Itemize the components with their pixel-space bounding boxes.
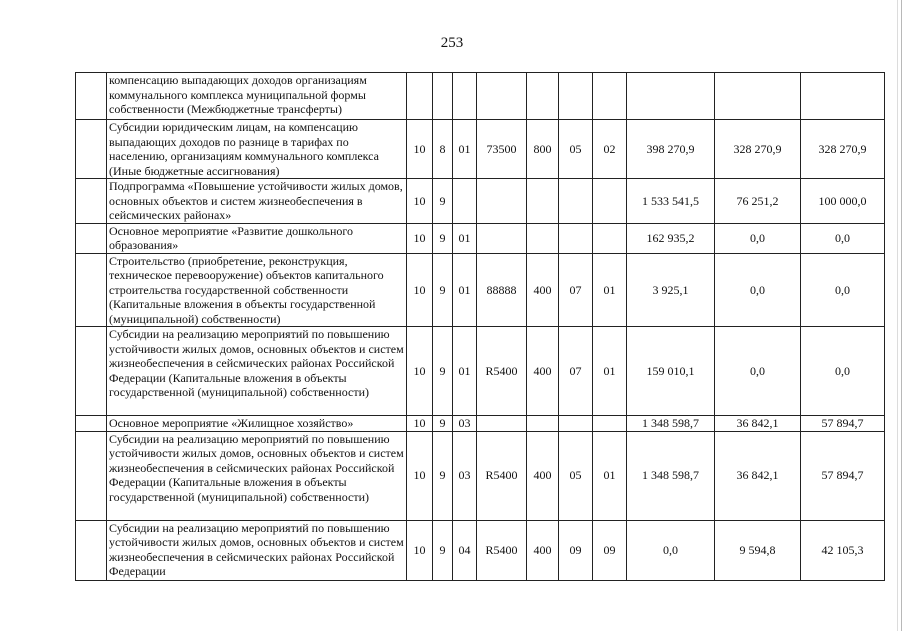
- amount-year-3: [801, 73, 885, 120]
- direction-code: [477, 223, 527, 253]
- direction-code: 73500: [477, 120, 527, 179]
- amount-year-1: 3 925,1: [627, 253, 715, 327]
- amount-year-2: 0,0: [715, 253, 801, 327]
- section-code: 10: [407, 520, 433, 580]
- division-code: [559, 416, 593, 432]
- amount-year-1: [627, 73, 715, 120]
- direction-code: [477, 179, 527, 224]
- amount-year-3: 0,0: [801, 253, 885, 327]
- direction-code: [477, 416, 527, 432]
- table-row: [76, 179, 885, 224]
- subdivision-code: 02: [593, 120, 627, 179]
- division-code: [559, 179, 593, 224]
- subdivision-code: 09: [593, 520, 627, 580]
- blank-cell: [76, 431, 107, 520]
- program-code: 9: [433, 223, 453, 253]
- expense-type-code: [527, 223, 559, 253]
- subdivision-code: [593, 223, 627, 253]
- division-code: 07: [559, 327, 593, 416]
- section-code: 10: [407, 327, 433, 416]
- expense-type-code: 400: [527, 520, 559, 580]
- amount-year-2: 0,0: [715, 223, 801, 253]
- direction-code: [477, 73, 527, 120]
- amount-year-2: 0,0: [715, 327, 801, 416]
- amount-year-3: 57 894,7: [801, 431, 885, 520]
- section-code: 10: [407, 120, 433, 179]
- row-name: Субсидии юридическим лицам, на компенсацию выпадающих доходов по разнице в тарифах по населению, организациям коммунального комплекса (Иные бюджетные ассигнования): [107, 120, 407, 179]
- event-code: [453, 73, 477, 120]
- blank-cell: [76, 223, 107, 253]
- subdivision-code: 01: [593, 253, 627, 327]
- section-code: [407, 73, 433, 120]
- table-row: [76, 431, 885, 520]
- table-row: [76, 327, 885, 416]
- amount-year-3: 0,0: [801, 223, 885, 253]
- event-code: 04: [453, 520, 477, 580]
- row-name: Субсидии на реализацию мероприятий по повышению устойчивости жилых домов, основных объектов и систем жизнеобеспечения в сейсмических районах Российской Федерации: [107, 520, 407, 580]
- amount-year-1: 0,0: [627, 520, 715, 580]
- direction-code: R5400: [477, 520, 527, 580]
- program-code: 9: [433, 179, 453, 224]
- section-code: 10: [407, 431, 433, 520]
- subdivision-code: 01: [593, 431, 627, 520]
- amount-year-2: 36 842,1: [715, 431, 801, 520]
- event-code: 03: [453, 416, 477, 432]
- blank-cell: [76, 179, 107, 224]
- expense-type-code: 400: [527, 253, 559, 327]
- program-code: [433, 73, 453, 120]
- expense-type-code: [527, 416, 559, 432]
- blank-cell: [76, 327, 107, 416]
- amount-year-3: 42 105,3: [801, 520, 885, 580]
- scan-edge-line: [901, 0, 902, 631]
- section-code: 10: [407, 179, 433, 224]
- page-number: 253: [440, 35, 464, 51]
- amount-year-2: 36 842,1: [715, 416, 801, 432]
- amount-year-2: 76 251,2: [715, 179, 801, 224]
- table-row: [76, 520, 885, 580]
- blank-cell: [76, 120, 107, 179]
- event-code: 01: [453, 120, 477, 179]
- amount-year-1: 162 935,2: [627, 223, 715, 253]
- budget-table: [75, 72, 885, 581]
- subdivision-code: [593, 416, 627, 432]
- row-name: Подпрограмма «Повышение устойчивости жилых домов, основных объектов и систем жизнеобеспечения в сейсмических районах»: [107, 179, 407, 224]
- blank-cell: [76, 520, 107, 580]
- table-row: [76, 120, 885, 179]
- table-row: [76, 253, 885, 327]
- table-row: [76, 73, 885, 120]
- amount-year-3: 0,0: [801, 327, 885, 416]
- direction-code: R5400: [477, 327, 527, 416]
- section-code: 10: [407, 416, 433, 432]
- division-code: 09: [559, 520, 593, 580]
- amount-year-1: 1 533 541,5: [627, 179, 715, 224]
- table-row: [76, 223, 885, 253]
- program-code: 9: [433, 253, 453, 327]
- amount-year-1: 159 010,1: [627, 327, 715, 416]
- amount-year-2: [715, 73, 801, 120]
- subdivision-code: [593, 73, 627, 120]
- expense-type-code: [527, 73, 559, 120]
- event-code: 03: [453, 431, 477, 520]
- blank-cell: [76, 73, 107, 120]
- row-name: компенсацию выпадающих доходов организациям коммунального комплекса муниципальной формы собственности (Межбюджетные трансферты): [107, 73, 407, 120]
- program-code: 9: [433, 431, 453, 520]
- program-code: 9: [433, 520, 453, 580]
- row-name: Строительство (приобретение, реконструкция, техническое перевооружение) объектов капитального строительства государственной собственности (Капитальные вложения в объекты государственной (муниципальной) собственности): [107, 253, 407, 327]
- event-code: 01: [453, 223, 477, 253]
- program-code: 9: [433, 327, 453, 416]
- subdivision-code: [593, 179, 627, 224]
- row-name: Субсидии на реализацию мероприятий по повышению устойчивости жилых домов, основных объектов и систем жизнеобеспечения в сейсмических районах Российской Федерации (Капитальные вложения в объекты государственной (муниципальной) собственности): [107, 327, 407, 416]
- section-code: 10: [407, 223, 433, 253]
- event-code: 01: [453, 327, 477, 416]
- expense-type-code: 400: [527, 431, 559, 520]
- row-name: Субсидии на реализацию мероприятий по повышению устойчивости жилых домов, основных объектов и систем жизнеобеспечения в сейсмических районах Российской Федерации (Капитальные вложения в объекты государственной (муниципальной) собственности): [107, 431, 407, 520]
- division-code: 05: [559, 431, 593, 520]
- blank-cell: [76, 416, 107, 432]
- table-row: [76, 416, 885, 432]
- amount-year-1: 1 348 598,7: [627, 416, 715, 432]
- program-code: 8: [433, 120, 453, 179]
- amount-year-3: 57 894,7: [801, 416, 885, 432]
- amount-year-2: 328 270,9: [715, 120, 801, 179]
- program-code: 9: [433, 416, 453, 432]
- event-code: [453, 179, 477, 224]
- amount-year-1: 1 348 598,7: [627, 431, 715, 520]
- blank-cell: [76, 253, 107, 327]
- row-name: Основное мероприятие «Жилищное хозяйство»: [107, 416, 407, 432]
- amount-year-3: 328 270,9: [801, 120, 885, 179]
- expense-type-code: 400: [527, 327, 559, 416]
- division-code: 07: [559, 253, 593, 327]
- row-name: Основное мероприятие «Развитие дошкольного образования»: [107, 223, 407, 253]
- subdivision-code: 01: [593, 327, 627, 416]
- amount-year-3: 100 000,0: [801, 179, 885, 224]
- amount-year-1: 398 270,9: [627, 120, 715, 179]
- division-code: [559, 223, 593, 253]
- event-code: 01: [453, 253, 477, 327]
- division-code: [559, 73, 593, 120]
- expense-type-code: 800: [527, 120, 559, 179]
- amount-year-2: 9 594,8: [715, 520, 801, 580]
- scan-edge-line-faint: [897, 0, 898, 631]
- direction-code: 88888: [477, 253, 527, 327]
- direction-code: R5400: [477, 431, 527, 520]
- section-code: 10: [407, 253, 433, 327]
- expense-type-code: [527, 179, 559, 224]
- division-code: 05: [559, 120, 593, 179]
